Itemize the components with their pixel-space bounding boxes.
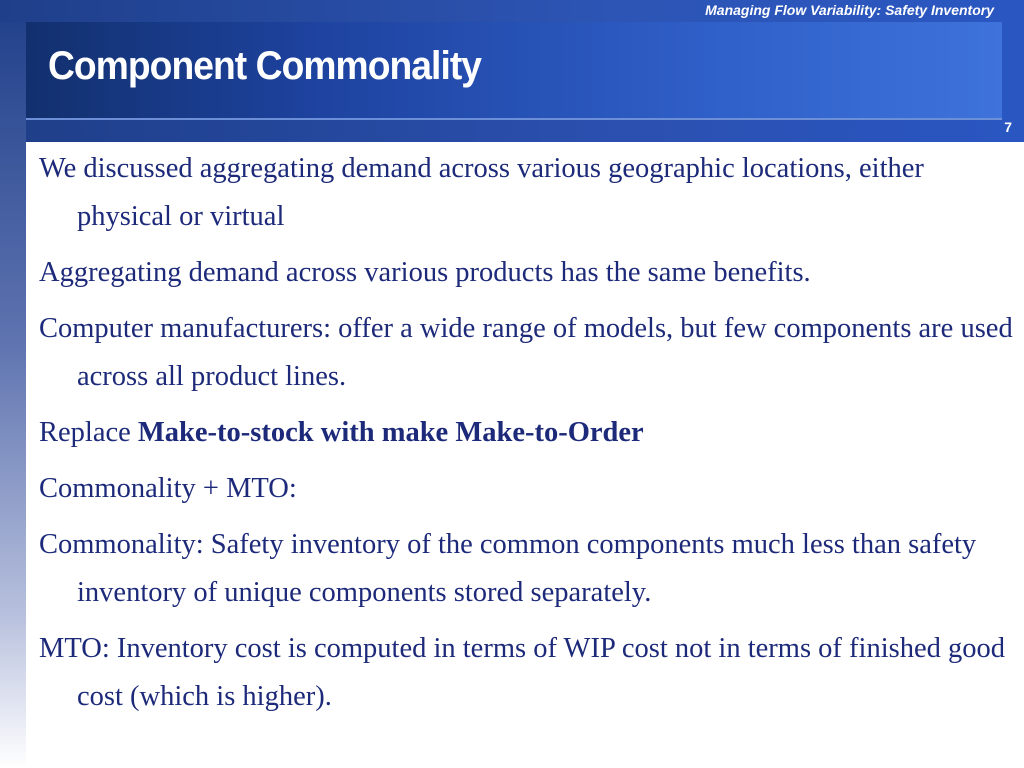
bullet-item: We discussed aggregating demand across various geographic locations, either physical or virtual	[39, 153, 924, 232]
title-underline-band	[26, 120, 1024, 142]
left-gradient-strip	[0, 0, 26, 768]
slide-title: Component Commonality	[48, 44, 482, 88]
title-box	[26, 22, 1002, 120]
bullet-item: Commonality: Safety inventory of the common components much less than safety inventory of unique components stored separately.	[39, 529, 977, 608]
bullet-item: MTO: Inventory cost is computed in terms of WIP cost not in terms of finished good cost (which is higher).	[39, 633, 1005, 712]
bullet-bold-text: Make-to-stock with make Make-to-Order	[137, 417, 644, 448]
bullet-item: Computer manufacturers: offer a wide range of models, but few components are used across all product lines.	[39, 313, 1013, 392]
bullet-prefix: Replace	[39, 417, 138, 448]
bullet-item: Aggregating demand across various products has the same benefits.	[39, 257, 811, 288]
bullet-item: Commonality + MTO:	[39, 473, 297, 504]
bullet-item	[39, 409, 1014, 457]
running-title: Managing Flow Variability: Safety Inventory	[705, 2, 994, 18]
page-number: 7	[1004, 119, 1012, 135]
slide-body	[39, 145, 1014, 729]
